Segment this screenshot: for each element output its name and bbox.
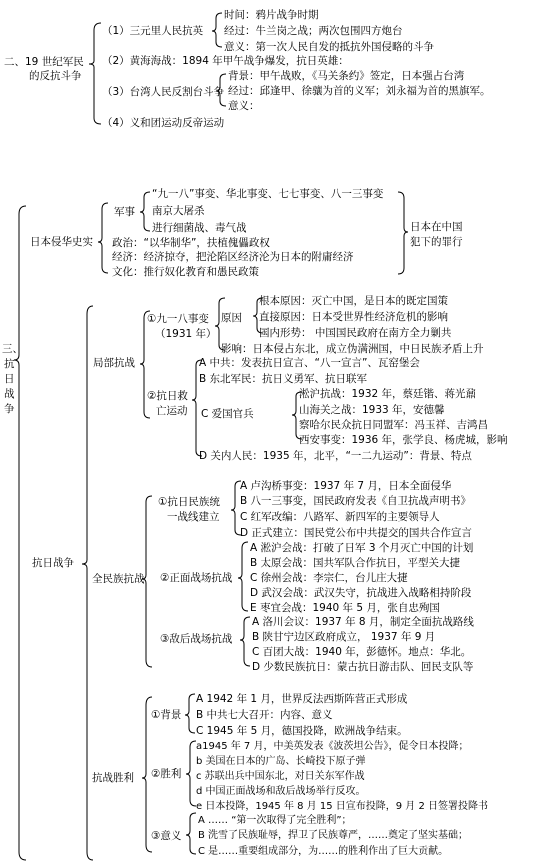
war-label: 抗日战争 bbox=[32, 557, 74, 569]
local-war-label: 局部抗战 bbox=[93, 357, 135, 369]
s2-item1-significance: 意义：第一次人民自发的抵抗外国侵略的斗争 bbox=[224, 41, 434, 53]
cause-item: 直接原因：日本受世界性经济危机的影响 bbox=[259, 311, 448, 323]
victory-win-item: a1945 年 7 月，中美英发表《波茨坦公告》，促令日本投降； bbox=[196, 741, 469, 752]
united-front-label-line1: ①抗日民族统 bbox=[158, 496, 220, 508]
crimes-cultural: 文化：推行奴化教育和愚民政策 bbox=[112, 266, 259, 278]
crimes-economic: 经济：经济掠夺，把沦陷区经济沦为日本的附庸经济 bbox=[112, 251, 354, 263]
section2-title-line1: 二、19 世纪军民 bbox=[4, 56, 84, 68]
resistance-item: D 关内人民：1935 年，北平，“一二九运动”：背景、特点 bbox=[199, 450, 472, 462]
crimes-political: 政治：“以华制华”，扶植傀儡政权 bbox=[112, 237, 270, 249]
victory-win-item: c 苏联出兵中国东北，对日关东军作战 bbox=[196, 771, 365, 782]
military-item: 南京大屠杀 bbox=[152, 205, 205, 217]
crimes-conclusion-line1: 日本在中国 bbox=[410, 221, 463, 233]
section3-title-char: 日 bbox=[4, 373, 15, 385]
rear-battle-item: A 洛川会议：1937 年 8 月，制定全面抗战路线 bbox=[252, 616, 474, 628]
crimes-label: 日本侵华史实 bbox=[30, 236, 93, 248]
military-item: 进行细菌战、毒气战 bbox=[152, 222, 247, 234]
united-front-item: A 卢沟桥事变：1937 年 7 月，日本全面侵华 bbox=[240, 480, 452, 492]
s2-item-huanghai: （2）黄海海战：1894 年甲午战争爆发，抗日英雄： bbox=[102, 55, 349, 67]
victory-win-item: b 美国在日本的广岛、长崎投下原子弹 bbox=[196, 756, 366, 767]
united-front-item: D 正式建立：国民党公布中共提交的国共合作宣言 bbox=[240, 527, 472, 539]
victory-win-item: d 中国正面战场和敌后战场举行反攻。 bbox=[196, 786, 366, 797]
frontline-battle-item: C 徐州会战：李宗仁，台儿庄大捷 bbox=[250, 572, 408, 584]
united-front-item: B 八一三事变，国民政府发表《自卫抗战声明书》 bbox=[240, 495, 472, 507]
victory-background-item: A 1942 年 1 月，世界反法西斯阵营正式形成 bbox=[196, 693, 408, 705]
patriots-item: 西安事变：1936 年，张学良、杨虎城，影响 bbox=[299, 434, 508, 446]
victory-significance-item: A …… “第一次取得了完全胜利”； bbox=[198, 815, 352, 826]
military-label: 军事 bbox=[114, 206, 135, 218]
cause-item: 根本原因：灭亡中国，是日本的既定国策 bbox=[259, 295, 448, 307]
united-front-label-line2: 一战线建立 bbox=[167, 511, 220, 523]
crimes-conclusion-line2: 犯下的罪行 bbox=[410, 236, 463, 248]
event-918-year: （1931 年） bbox=[155, 328, 217, 340]
rear-battle-item: D 少数民族抗日：蒙古抗日游击队、回民支队等 bbox=[252, 661, 474, 673]
patriots-item: 察哈尔民众抗日同盟军：冯玉祥、吉鸿昌 bbox=[299, 419, 488, 431]
rear-battle-item: C 百团大战：1940 年，彭德怀。地点：华北。 bbox=[252, 646, 472, 658]
victory-significance-item: C 是……重要组成部分，为……的胜利作出了巨大贡献。 bbox=[198, 846, 449, 857]
rear-battle-item: B 陕甘宁边区政府成立， 1937 年 9 月 bbox=[252, 631, 436, 643]
rear-battle-label: ③敌后战场抗战 bbox=[160, 633, 233, 645]
section3-title-char: 抗 bbox=[4, 358, 15, 370]
s2-item1-process: 经过：牛兰岗之战；两次包围四方炮台 bbox=[224, 25, 403, 37]
s2-item-taiwan: （3）台湾人民反割台斗争 bbox=[102, 86, 225, 98]
resistance-label-line1: ②抗日救 bbox=[147, 390, 188, 402]
resistance-item: B 东北军民：抗日义勇军、抗日联军 bbox=[199, 373, 368, 385]
frontline-battle-item: E 枣宜会战：1940 年 5 月，张自忠殉国 bbox=[250, 602, 440, 614]
s2-item-sanyuanli: （1）三元里人民抗英 bbox=[102, 25, 204, 37]
cause-label: 原因 bbox=[221, 312, 242, 324]
national-war-label: 全民族抗战 bbox=[92, 573, 145, 585]
victory-background-label: ①背景 bbox=[151, 709, 182, 721]
section3-title-char: 战 bbox=[4, 388, 15, 400]
frontline-battle-label: ②正面战场抗战 bbox=[160, 572, 233, 584]
s2-item-yihetuan: （4）义和团运动反帝运动 bbox=[102, 117, 225, 129]
patriots-item: 淞沪抗战：1932 年，蔡廷锴、蒋光鼐 bbox=[299, 388, 477, 400]
section3-title-char: 三、 bbox=[2, 343, 23, 355]
s2-item3-background: 背景：甲午战败，《马关条约》签定，日本强占台湾 bbox=[228, 70, 465, 82]
patriots-item: 山海关之战：1933 年，安德馨 bbox=[299, 404, 445, 416]
victory-label: 抗战胜利 bbox=[92, 772, 134, 784]
cause-item: 国内形势： 中国国民政府在南方全力剿共 bbox=[259, 327, 452, 339]
victory-background-item: B 中共七大召开：内容、意义 bbox=[196, 709, 333, 721]
s2-item1-time: 时间：鸦片战争时期 bbox=[224, 9, 319, 21]
victory-win-item: e 日本投降，1945 年 8 月 15 日宣布投降，9 月 2 日签署投降书 bbox=[196, 801, 489, 812]
frontline-battle-item: A 淞沪会战：打破了日军 3 个月灭亡中国的计划 bbox=[250, 542, 474, 554]
s2-item3-process: 经过：邱逢甲、徐骧为首的义军；刘永福为首的黑旗军。 bbox=[228, 85, 491, 97]
victory-significance-label: ③意义 bbox=[151, 830, 182, 842]
patriots-label: C 爱国官兵 bbox=[201, 408, 254, 420]
event-918-label: ①九一八事变 bbox=[147, 313, 209, 325]
united-front-item: C 红军改编：八路军、新四军的主要领导人 bbox=[240, 511, 440, 523]
victory-win-label: ②胜利 bbox=[151, 768, 182, 780]
military-item: “九一八”事变、华北事变、七七事变、八一三事变 bbox=[152, 188, 384, 200]
frontline-battle-item: B 太原会战：国共军队合作抗日，平型关大捷 bbox=[250, 557, 461, 569]
section2-title-line2: 的反抗斗争 bbox=[29, 70, 82, 82]
resistance-label-line2: 亡运动 bbox=[156, 405, 188, 417]
resistance-item: A 中共：发表抗日宣言、“八一宣言”、瓦窑堡会 bbox=[199, 357, 420, 369]
victory-background-item: C 1945 年 5 月，德国投降，欧洲战争结束。 bbox=[196, 725, 408, 737]
section3-title-char: 争 bbox=[4, 403, 15, 415]
event-918-influence: 影响：日本侵占东北，成立伪满洲国，中日民族矛盾上升 bbox=[221, 343, 484, 355]
s2-item3-significance: 意义： bbox=[228, 100, 260, 112]
victory-significance-item: B 洗雪了民族耻辱，捍卫了民族尊严，……奠定了坚实基础； bbox=[198, 830, 469, 841]
frontline-battle-item: D 武汉会战：武汉失守，抗战进入战略相持阶段 bbox=[250, 587, 472, 599]
